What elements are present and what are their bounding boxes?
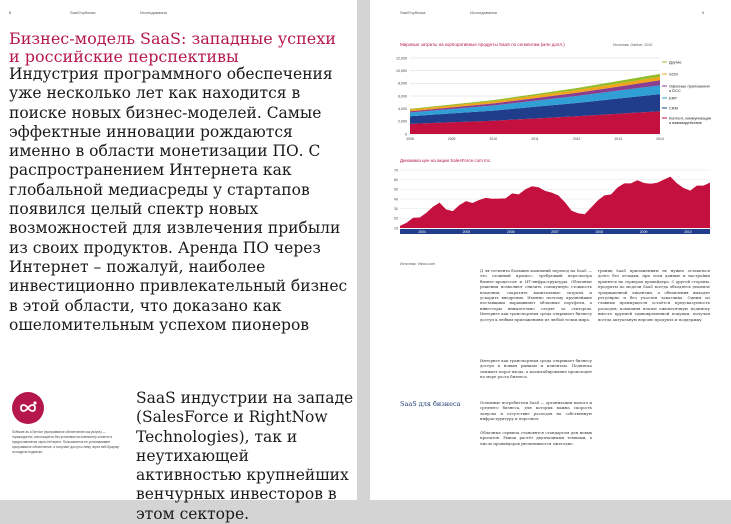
stock-price-chart [370, 166, 731, 256]
chart1-ytick-label: 12,000 [396, 56, 407, 61]
chart2-xtick-label: 2007 [551, 229, 559, 234]
saas-badge [12, 392, 44, 424]
article-title: Бизнес-модель SaaS: западные успехи и российские перспективы [9, 29, 336, 66]
section-name-right: Исследования [470, 10, 497, 15]
magazine-name-left: SaaS'публика [70, 10, 96, 15]
chart2-xtick-label: 2010 [684, 229, 692, 234]
chart2-xtick-label: 2006 [506, 229, 515, 234]
chart2-ytick-label: 40 [394, 197, 398, 202]
article-column-2: границ SaaS приложениям не нужно оставаться долго без отладки, при этом данные и настройки хранятся на серверах провайдера. С другой стороны, продукты по модели SaaS всегда обходятся дешевле традиционной лицензии, а обновления выходят регулярно и без участия заказчика. Одним из главных преимуществ остаётся предсказуемость расходов: компания платит ежемесячную подписку вместо крупной единовременной покупки, получая всегда актуальную версию продукта и поддержку. [598, 268, 710, 322]
article-column-1b: Интернет как транспортная среда открывает бизнесу доступ к новым рынкам и клиентам. Подписка снижает порог входа, а масштабирование происходит по мере роста бизнеса. [480, 358, 592, 380]
chart2-xtick-label: 2005 [462, 229, 471, 234]
right-page [370, 0, 731, 500]
chart1-xtick-label: 2014 [656, 137, 664, 141]
chart1-xtick-label: 2009 [447, 137, 456, 141]
chart1-xtick-label: 2011 [531, 137, 539, 141]
chart1-legend-label: Офисные приложения [669, 83, 710, 89]
chart2-ytick-label: 60 [394, 177, 398, 182]
article-column-1 [480, 268, 592, 322]
chart1-legend-label-cont: и DCC [669, 88, 681, 93]
left-page [0, 0, 357, 523]
chart1-xtick-label: 2008 [406, 137, 414, 141]
spending-area-chart [370, 52, 731, 142]
page-number-left: 8 [9, 10, 12, 15]
chart2-ytick-label: 70 [394, 168, 398, 173]
chart1-ytick-label: 4,000 [398, 106, 407, 111]
chart1-ytick-label: 2,000 [398, 119, 407, 124]
page-number-right: 9 [702, 10, 705, 15]
column-1-text: Д ля сегмента больших компаний переход на SaaS — это сложный процесс, требующий пересмотра бизнес-процессов и ИТ-инфраструктуры. Облачные решения позволяют снизить совокупную стоимость владения, сократить капитальные затраты и ускорить внедрение. Именно поэтому крупнейшие поставщики наращивают облачные портфели, а инвесторы внимательно следят за сектором. Интернет как транспортная среда открывает бизнесу доступ к любым приложениям из любой точки мира. [480, 268, 592, 322]
chart2-source: Источник: Yahoo.com [400, 262, 436, 266]
chart1-legend-label: Контент, коммуникации [669, 115, 712, 121]
chart1-legend-label: Другие [669, 59, 682, 65]
article-column-1c: Облачные сервисы становятся стандартом для новых проектов. Рынок растёт двузначными темпами, а число провайдеров увеличивается ежегодно. [480, 430, 592, 446]
chart1-title: Мировые затраты на корпоративные продукты SaaS по сегментам (млн долл.) [400, 42, 565, 47]
chart2-xtick-label: 2008 [595, 229, 604, 234]
infinity-icon [12, 392, 44, 424]
chart1-legend-label-cont: и взаимодействие [669, 120, 702, 125]
magazine-name-right: SaaS'публика [400, 10, 426, 15]
lead-paragraph: Индустрия программного обеспечения уже несколько лет как находится в поиске новых бизнес-моделей. Самые эффектные инновации рождаются именно в области монетизации ПО. С распространением Интернета как глобальной медиасреды у стартапов появился целый спектр новых возможностей для извлечения прибыли из своих продуктов. Аренда ПО через Интернет – пожалуй, наиболее инвестиционно привлекательный бизнес в этой области, что доказано как ошеломительным успехом пионеров [9, 65, 348, 334]
chart1-ytick-label: 0 [405, 132, 407, 137]
chart2-ytick-label: 10 [394, 226, 398, 231]
chart1-legend-label: ERP [669, 95, 677, 101]
subhead-saas-business: SaaS для бизнеса [400, 400, 461, 408]
chart2-xtick-label: 2004 [418, 229, 426, 234]
chart1-ytick-label: 10,000 [396, 68, 407, 73]
chart1-ytick-label: 6,000 [398, 94, 407, 99]
chart2-price-area [400, 177, 710, 228]
sidenote-definition: Software as a Service (программное обеспечение как услуга) — тиражируется, используется без установки на компьютер клиента и предоставляется через Интернет. Пользователь не устанавливает программное обеспечение, а получает доступ к нему через веб-браузер по модели подписки. [12, 430, 120, 454]
chart1-source: Источник: Gartner, 2010 [613, 43, 653, 47]
chart2-ytick-label: 20 [394, 216, 398, 221]
chart2-title: Динамика цен на акции SalesForce.com Inc. [400, 158, 492, 163]
chart1-xtick-label: 2013 [614, 137, 623, 141]
chart1-ytick-label: 8,000 [398, 81, 407, 86]
chart1-xtick-label: 2012 [572, 137, 581, 141]
chart2-xtick-label: 2009 [639, 229, 648, 234]
chart1-legend-label: CRM [669, 105, 678, 111]
section-name-left: Исследования [140, 10, 167, 15]
subhead-body: Основные потребители SaaS — организации малого и среднего бизнеса, для которых важна скорость запуска и отсутствие расходов на собственную инфраструктуру и персонал. [480, 400, 592, 422]
chart2-ytick-label: 50 [394, 187, 398, 192]
chart2-ytick-label: 30 [394, 206, 398, 211]
chart1-legend-label: SCM [669, 71, 678, 77]
lead-paragraph-continued: SaaS индустрии на западе (SalesForce и RightNow Technologies), так и неутихающей активностью крупнейших венчурных инвесторов в этом секторе. [136, 389, 354, 523]
chart1-xtick-label: 2010 [489, 137, 498, 141]
